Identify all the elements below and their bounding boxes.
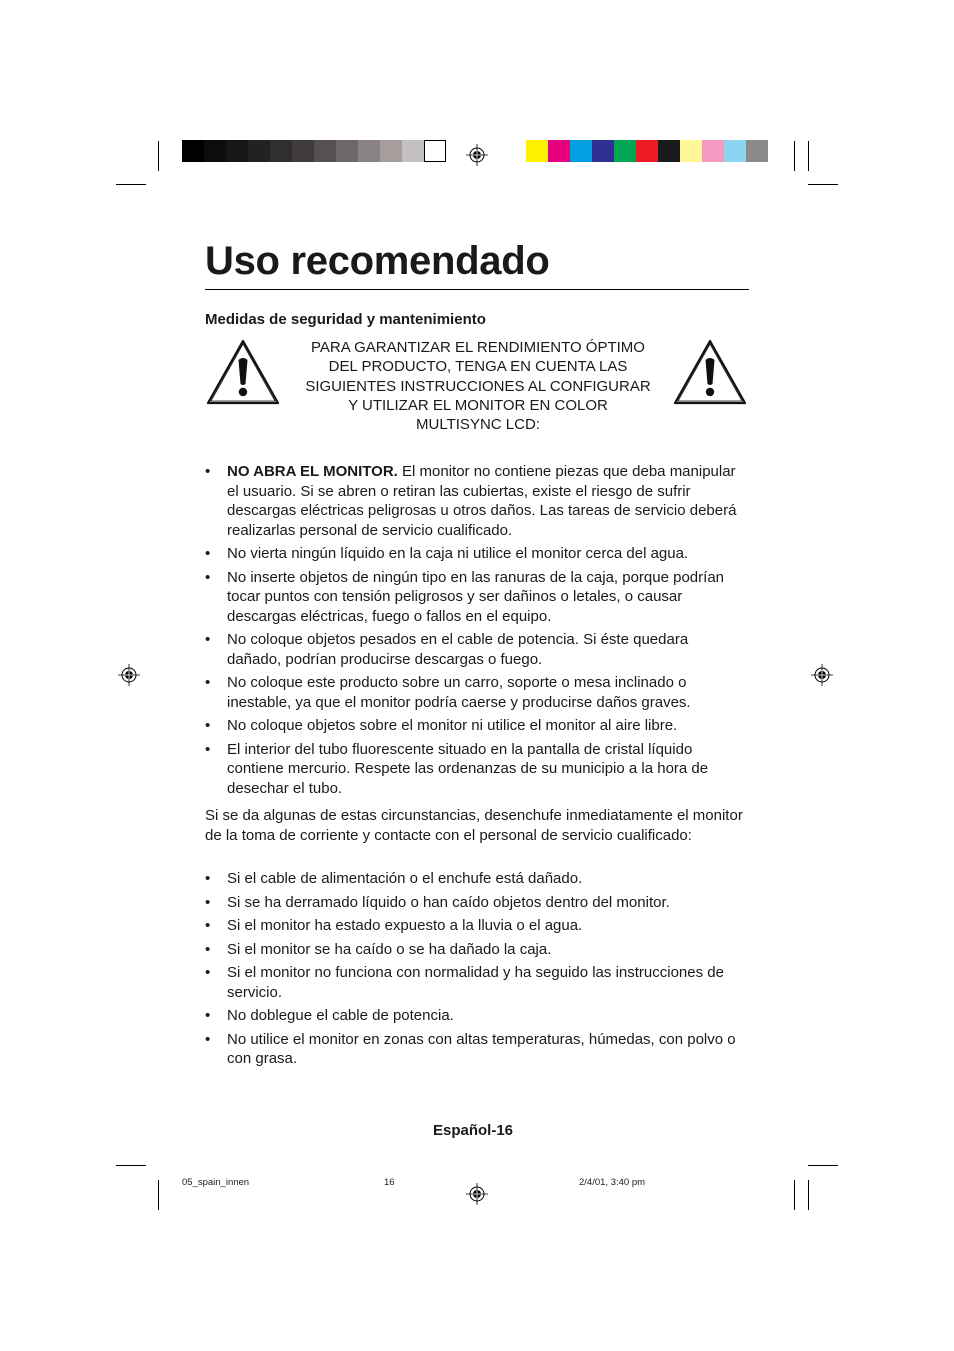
warning-triangle-icon bbox=[205, 338, 281, 406]
warning-notice bbox=[285, 338, 671, 434]
slug-filename: 05_spain_innen bbox=[182, 1177, 250, 1188]
registration-mark-icon bbox=[118, 664, 140, 686]
color-swatch bbox=[724, 140, 746, 162]
title-rule bbox=[205, 289, 749, 290]
circumstances-list bbox=[205, 869, 745, 1069]
list-item: • Si el monitor se ha caído o se ha dañado la caja. bbox=[205, 940, 745, 960]
list-item: • Si el monitor ha estado expuesto a la lluvia o el agua. bbox=[205, 916, 745, 936]
warning-line: PARA GARANTIZAR EL RENDIMIENTO ÓPTIMO bbox=[311, 339, 645, 356]
color-swatch bbox=[270, 140, 292, 162]
list-item bbox=[205, 462, 745, 540]
list-item bbox=[205, 716, 745, 736]
warning-line: SIGUIENTES INSTRUCCIONES AL CONFIGURAR bbox=[305, 377, 651, 395]
circumstances-intro: Si se da algunas de estas circunstancias, desenchufe inmediatamente el monitor de la toma de corriente y contacte con el personal de servicio cualificado: bbox=[205, 807, 743, 844]
section-heading: Medidas de seguridad y mantenimiento bbox=[205, 311, 486, 328]
color-swatch bbox=[746, 140, 768, 162]
color-swatch bbox=[424, 140, 446, 162]
page-title: Uso recomendado bbox=[205, 239, 550, 283]
safety-list bbox=[205, 462, 745, 798]
color-swatch bbox=[226, 140, 248, 162]
list-item: • Si se ha derramado líquido o han caído objetos dentro del monitor. bbox=[205, 893, 745, 913]
list-item-text: No inserte objetos de ningún tipo en las ranuras de la caja, porque podrían tocar puntos con tensión peligrosos y ser dañinos o letales, o causar descargas eléctricas, fuego o fallos en el equipo. bbox=[227, 568, 724, 625]
page-number-label: Español-16 bbox=[433, 1122, 514, 1139]
list-item-text: No coloque objetos pesados en el cable de potencia. Si éste quedara dañado, podrían producirse descargas o fuego. bbox=[227, 631, 689, 668]
list-item-text: No coloque objetos sobre el monitor ni utilice el monitor al aire libre. bbox=[227, 717, 678, 734]
color-swatch bbox=[380, 140, 402, 162]
color-swatch bbox=[680, 140, 702, 162]
color-swatch bbox=[204, 140, 226, 162]
list-item bbox=[205, 568, 745, 627]
color-swatch bbox=[292, 140, 314, 162]
warning-line: DEL PRODUCTO, TENGA EN CUENTA LAS bbox=[328, 358, 628, 376]
registration-mark-icon bbox=[466, 1183, 488, 1205]
color-swatch bbox=[614, 140, 636, 162]
list-item-text: No vierta ningún líquido en la caja ni utilice el monitor cerca del agua. bbox=[227, 545, 689, 562]
list-item-text: El monitor no contiene piezas que deba manipular el usuario. Si se abren o retiran las cubiertas, existe el riesgo de sufrir descargas eléctricas peligrosas u otros daños. Las tareas de servicio deberá realizarlas personal de servicio cualificado. bbox=[227, 463, 737, 539]
registration-mark-icon bbox=[811, 664, 833, 686]
list-item-text: No coloque este producto sobre un carro, soporte o mesa inclinado o inestable, ya que el monitor podría caerse y producirse daños graves. bbox=[227, 674, 691, 711]
color-swatch bbox=[702, 140, 724, 162]
color-swatch bbox=[548, 140, 570, 162]
list-item-text: El interior del tubo fluorescente situado en la pantalla de cristal líquido contiene mercurio. Respete las ordenanzas de su municipio a la hora de desechar el tubo. bbox=[227, 740, 709, 797]
list-item: • Si el monitor no funciona con normalidad y ha seguido las instrucciones de servicio. bbox=[205, 963, 745, 1002]
list-item: • No utilice el monitor en zonas con altas temperaturas, húmedas, con polvo o con grasa. bbox=[205, 1030, 745, 1069]
list-item bbox=[205, 673, 745, 712]
list-item bbox=[205, 740, 745, 799]
list-item bbox=[205, 544, 745, 564]
color-swatch bbox=[248, 140, 270, 162]
color-swatch bbox=[526, 140, 548, 162]
color-swatch bbox=[314, 140, 336, 162]
warning-line: MULTISYNC LCD: bbox=[416, 416, 540, 434]
list-item-lead: NO ABRA EL MONITOR. bbox=[227, 463, 398, 480]
list-item bbox=[205, 630, 745, 669]
color-swatch bbox=[636, 140, 658, 162]
color-swatch bbox=[658, 140, 680, 162]
color-swatch bbox=[182, 140, 204, 162]
color-swatch bbox=[592, 140, 614, 162]
list-item: • No doblegue el cable de potencia. bbox=[205, 1006, 745, 1026]
color-bar bbox=[526, 140, 768, 162]
warning-line: Y UTILIZAR EL MONITOR EN COLOR bbox=[348, 396, 608, 414]
color-swatch bbox=[570, 140, 592, 162]
warning-triangle-icon bbox=[672, 338, 748, 406]
list-item: • Si el cable de alimentación o el enchufe está dañado. bbox=[205, 869, 745, 889]
color-swatch bbox=[336, 140, 358, 162]
color-swatch bbox=[402, 140, 424, 162]
registration-mark-icon bbox=[466, 144, 488, 166]
color-swatch bbox=[358, 140, 380, 162]
grayscale-bar bbox=[182, 140, 446, 162]
slug-page: 16 bbox=[384, 1177, 395, 1188]
slug-date: 2/4/01, 3:40 pm bbox=[579, 1177, 646, 1188]
